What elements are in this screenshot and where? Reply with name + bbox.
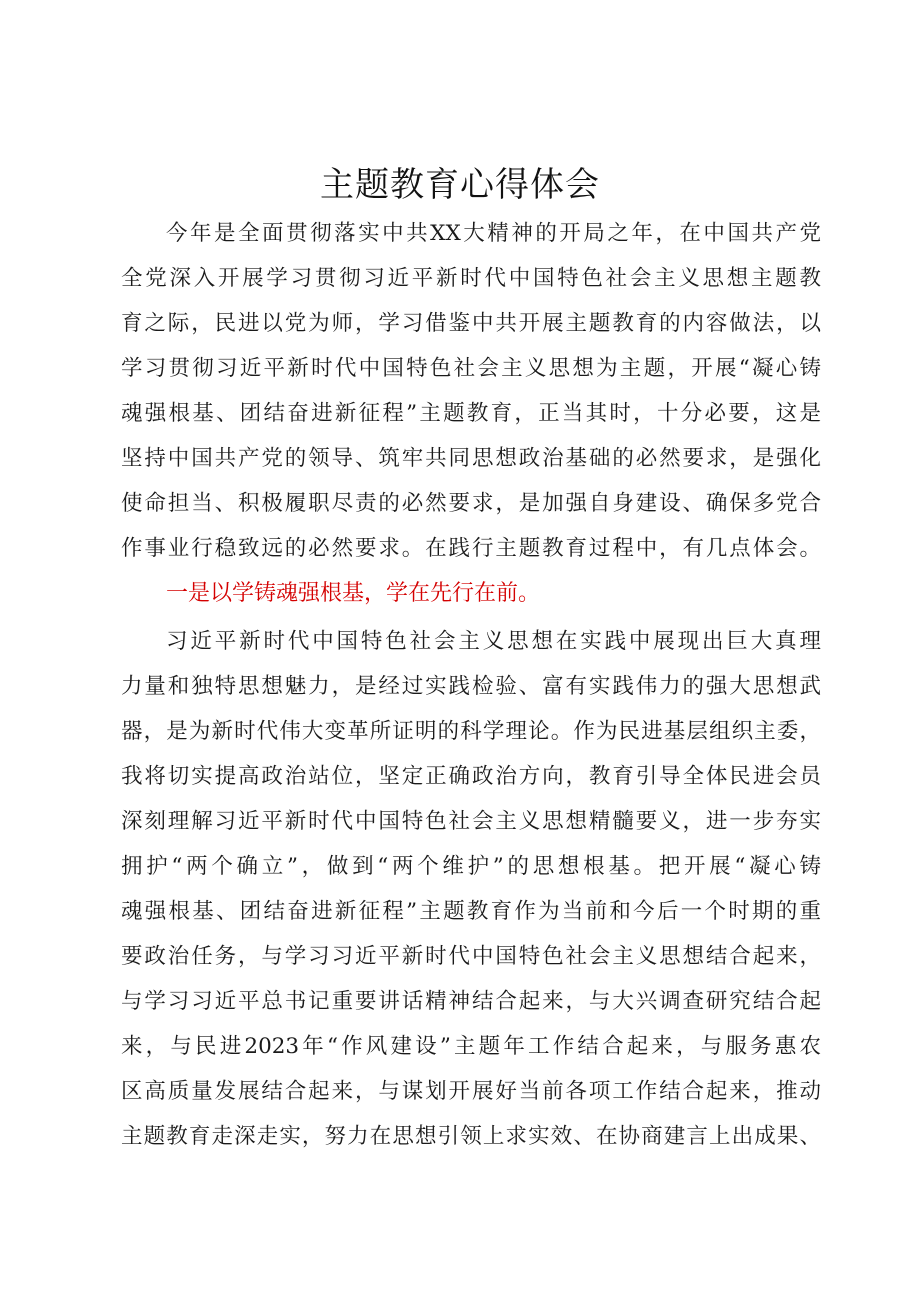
- paragraph-line: 魂强根基、团结奋进新征程”主题教育，正当其时，十分必要，这是: [121, 401, 821, 426]
- paragraph-line: 器，是为新时代伟大变革所证明的科学理论。作为民进基层组织主委，: [121, 719, 821, 744]
- paragraph-line: 使命担当、积极履职尽责的必然要求，是加强自身建设、确保多党合: [121, 491, 821, 516]
- paragraph-line: 我将切实提高政治站位，坚定正确政治方向，教育引导全体民进会员: [121, 764, 821, 789]
- paragraph-line: 育之际，民进以党为师，学习借鉴中共开展主题教育的内容做法，以: [121, 311, 821, 336]
- paragraph-line: 区高质量发展结合起来，与谋划开展好当前各项工作结合起来，推动: [121, 1079, 821, 1104]
- paragraph-line: 与学习习近平总书记重要讲话精神结合起来，与大兴调查研究结合起: [121, 989, 821, 1014]
- paragraph-line: 作事业行稳致远的必然要求。在践行主题教育过程中，有几点体会。: [121, 536, 821, 561]
- paragraph-line: 魂强根基、团结奋进新征程”主题教育作为当前和今后一个时期的重: [121, 899, 821, 924]
- section-heading: 一是以学铸魂强根基，学在先行在前。: [166, 581, 541, 606]
- paragraph-line: 拥护“两个确立”，做到“两个维护”的思想根基。把开展“凝心铸: [121, 854, 821, 879]
- paragraph-line: 要政治任务，与学习习近平新时代中国特色社会主义思想结合起来，: [121, 944, 821, 969]
- paragraph-line: 深刻理解习近平新时代中国特色社会主义思想精髓要义，进一步夯实: [121, 809, 821, 834]
- paragraph-line: 学习贯彻习近平新时代中国特色社会主义思想为主题，开展“凝心铸: [121, 356, 821, 381]
- paragraph-line: 来，与民进2023年“作风建设”主题年工作结合起来，与服务惠农: [121, 1034, 821, 1059]
- paragraph-line: 习近平新时代中国特色社会主义思想在实践中展现出巨大真理: [166, 629, 821, 654]
- paragraph-line: 主题教育走深走实，努力在思想引领上求实效、在协商建言上出成果、: [121, 1124, 821, 1149]
- paragraph-line: 今年是全面贯彻落实中共XX大精神的开局之年，在中国共产党: [166, 221, 821, 246]
- paragraph-line: 全党深入开展学习贯彻习近平新时代中国特色社会主义思想主题教: [121, 266, 821, 291]
- paragraph-line: 坚持中国共产党的领导、筑牢共同思想政治基础的必然要求，是强化: [121, 446, 821, 471]
- paragraph-line: 力量和独特思想魅力，是经过实践检验、富有实践伟力的强大思想武: [121, 674, 821, 699]
- document-title: 主题教育心得体会: [320, 165, 600, 205]
